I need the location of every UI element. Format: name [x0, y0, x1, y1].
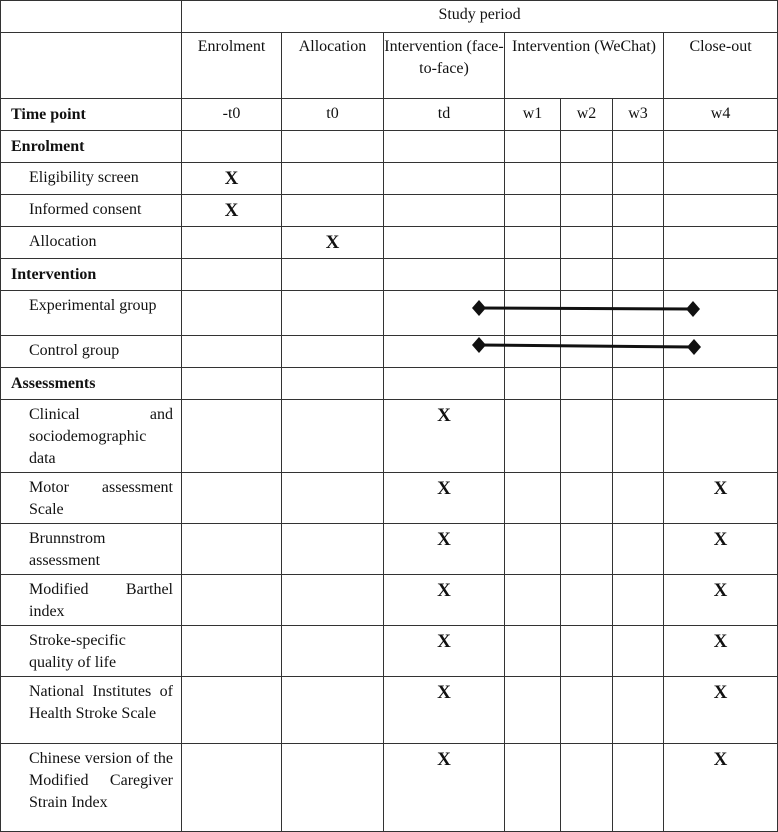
empty-cell [282, 575, 384, 626]
table-row [1, 677, 778, 744]
empty-cell [613, 677, 664, 744]
empty-cell [561, 524, 613, 575]
empty-cell [505, 400, 561, 473]
empty-cell [613, 195, 664, 227]
row-label-consent: Informed consent [1, 195, 182, 227]
header-row-phases [1, 33, 778, 99]
phase-blank-cell [1, 33, 182, 99]
empty-cell [182, 291, 282, 336]
timepoint-cell: w1 [505, 99, 561, 131]
empty-cell [505, 368, 561, 400]
empty-cell [664, 259, 778, 291]
empty-cell [182, 259, 282, 291]
check-mark: X [182, 195, 282, 227]
section-enrolment: Enrolment [1, 131, 182, 163]
empty-cell [282, 195, 384, 227]
empty-cell [282, 626, 384, 677]
timepoint-cell: t0 [282, 99, 384, 131]
empty-cell [282, 368, 384, 400]
empty-cell [613, 163, 664, 195]
empty-cell [561, 626, 613, 677]
empty-cell [561, 744, 613, 832]
empty-cell [182, 524, 282, 575]
empty-cell [613, 626, 664, 677]
row-label-barthel: Modified Barthel index [1, 575, 182, 626]
empty-cell [282, 259, 384, 291]
empty-cell [664, 291, 778, 336]
timepoint-cell: w3 [613, 99, 664, 131]
empty-cell [613, 524, 664, 575]
header-row-period [1, 1, 778, 33]
row-label-brunnstrom: Brunnstrom assessment [1, 524, 182, 575]
empty-cell [561, 336, 613, 368]
empty-cell [505, 336, 561, 368]
table-row [1, 336, 778, 368]
empty-cell [282, 677, 384, 744]
row-label-sqol: Stroke-specific quality of life [1, 626, 182, 677]
check-mark: X [384, 744, 505, 832]
empty-cell [505, 677, 561, 744]
empty-cell [664, 368, 778, 400]
empty-cell [664, 336, 778, 368]
empty-cell [182, 575, 282, 626]
empty-cell [505, 163, 561, 195]
empty-cell [561, 291, 613, 336]
empty-cell [384, 163, 505, 195]
empty-cell [182, 131, 282, 163]
empty-cell [613, 368, 664, 400]
empty-cell [505, 195, 561, 227]
empty-cell [282, 744, 384, 832]
empty-cell [505, 575, 561, 626]
section-intervention: Intervention [1, 259, 182, 291]
empty-cell [282, 336, 384, 368]
empty-cell [384, 259, 505, 291]
empty-cell [182, 227, 282, 259]
empty-cell [384, 336, 505, 368]
empty-cell [282, 400, 384, 473]
check-mark: X [664, 677, 778, 744]
empty-cell [561, 677, 613, 744]
table-row [1, 291, 778, 336]
empty-cell [613, 400, 664, 473]
empty-cell [182, 473, 282, 524]
row-label-caregiver: Chinese version of the Modified Caregiver Strain Index [1, 744, 182, 832]
table-row [1, 227, 778, 259]
empty-cell [505, 291, 561, 336]
table-row [1, 575, 778, 626]
check-mark: X [384, 575, 505, 626]
empty-cell [282, 473, 384, 524]
check-mark: X [384, 626, 505, 677]
table-row [1, 473, 778, 524]
empty-cell [613, 131, 664, 163]
timepoint-label: Time point [1, 99, 182, 131]
check-mark: X [664, 744, 778, 832]
empty-cell [182, 368, 282, 400]
table-row [1, 744, 778, 832]
empty-cell [664, 131, 778, 163]
row-label-clinical: Clinical and sociodemographic data [1, 400, 182, 473]
empty-cell [282, 291, 384, 336]
empty-cell [561, 473, 613, 524]
phase-enrolment: Enrolment [182, 33, 282, 99]
empty-cell [282, 524, 384, 575]
phase-allocation: Allocation [282, 33, 384, 99]
empty-cell [613, 336, 664, 368]
empty-cell [613, 744, 664, 832]
empty-cell [282, 163, 384, 195]
empty-cell [384, 291, 505, 336]
empty-cell [182, 744, 282, 832]
check-mark: X [384, 473, 505, 524]
empty-cell [384, 131, 505, 163]
section-row-assessments [1, 368, 778, 400]
empty-cell [613, 291, 664, 336]
phase-intervention-face: Intervention (face-to-face) [384, 33, 505, 99]
empty-cell [505, 473, 561, 524]
empty-cell [182, 677, 282, 744]
corner-cell [1, 1, 182, 33]
empty-cell [505, 227, 561, 259]
empty-cell [561, 368, 613, 400]
empty-cell [505, 744, 561, 832]
empty-cell [505, 626, 561, 677]
section-row-enrolment [1, 131, 778, 163]
check-mark: X [182, 163, 282, 195]
empty-cell [613, 473, 664, 524]
row-label-eligibility: Eligibility screen [1, 163, 182, 195]
empty-cell [561, 400, 613, 473]
empty-cell [384, 227, 505, 259]
check-mark: X [384, 677, 505, 744]
empty-cell [384, 368, 505, 400]
section-assessments: Assessments [1, 368, 182, 400]
check-mark: X [384, 400, 505, 473]
empty-cell [664, 163, 778, 195]
empty-cell [613, 227, 664, 259]
empty-cell [561, 163, 613, 195]
empty-cell [561, 575, 613, 626]
empty-cell [282, 131, 384, 163]
row-label-experimental: Experimental group [1, 291, 182, 336]
empty-cell [505, 524, 561, 575]
empty-cell [505, 131, 561, 163]
section-row-intervention [1, 259, 778, 291]
table-row [1, 163, 778, 195]
phase-closeout: Close-out [664, 33, 778, 99]
timepoint-cell: td [384, 99, 505, 131]
empty-cell [182, 336, 282, 368]
empty-cell [384, 195, 505, 227]
table-row [1, 195, 778, 227]
empty-cell [505, 259, 561, 291]
row-label-motor: Motor assessment Scale [1, 473, 182, 524]
table-row [1, 524, 778, 575]
check-mark: X [384, 524, 505, 575]
empty-cell [664, 400, 778, 473]
empty-cell [613, 575, 664, 626]
empty-cell [561, 195, 613, 227]
timepoint-row [1, 99, 778, 131]
row-label-control: Control group [1, 336, 182, 368]
check-mark: X [664, 524, 778, 575]
table-row [1, 400, 778, 473]
empty-cell [182, 626, 282, 677]
row-label-nihss: National Institutes of Health Stroke Scale [1, 677, 182, 744]
phase-intervention-wechat: Intervention (WeChat) [505, 33, 664, 99]
check-mark: X [282, 227, 384, 259]
empty-cell [664, 195, 778, 227]
empty-cell [561, 227, 613, 259]
table-row [1, 626, 778, 677]
empty-cell [561, 259, 613, 291]
check-mark: X [664, 575, 778, 626]
empty-cell [613, 259, 664, 291]
check-mark: X [664, 473, 778, 524]
empty-cell [561, 131, 613, 163]
timepoint-cell: w4 [664, 99, 778, 131]
check-mark: X [664, 626, 778, 677]
timepoint-cell: -t0 [182, 99, 282, 131]
empty-cell [664, 227, 778, 259]
empty-cell [182, 400, 282, 473]
row-label-allocation: Allocation [1, 227, 182, 259]
study-period-header: Study period [182, 1, 778, 33]
timepoint-cell: w2 [561, 99, 613, 131]
